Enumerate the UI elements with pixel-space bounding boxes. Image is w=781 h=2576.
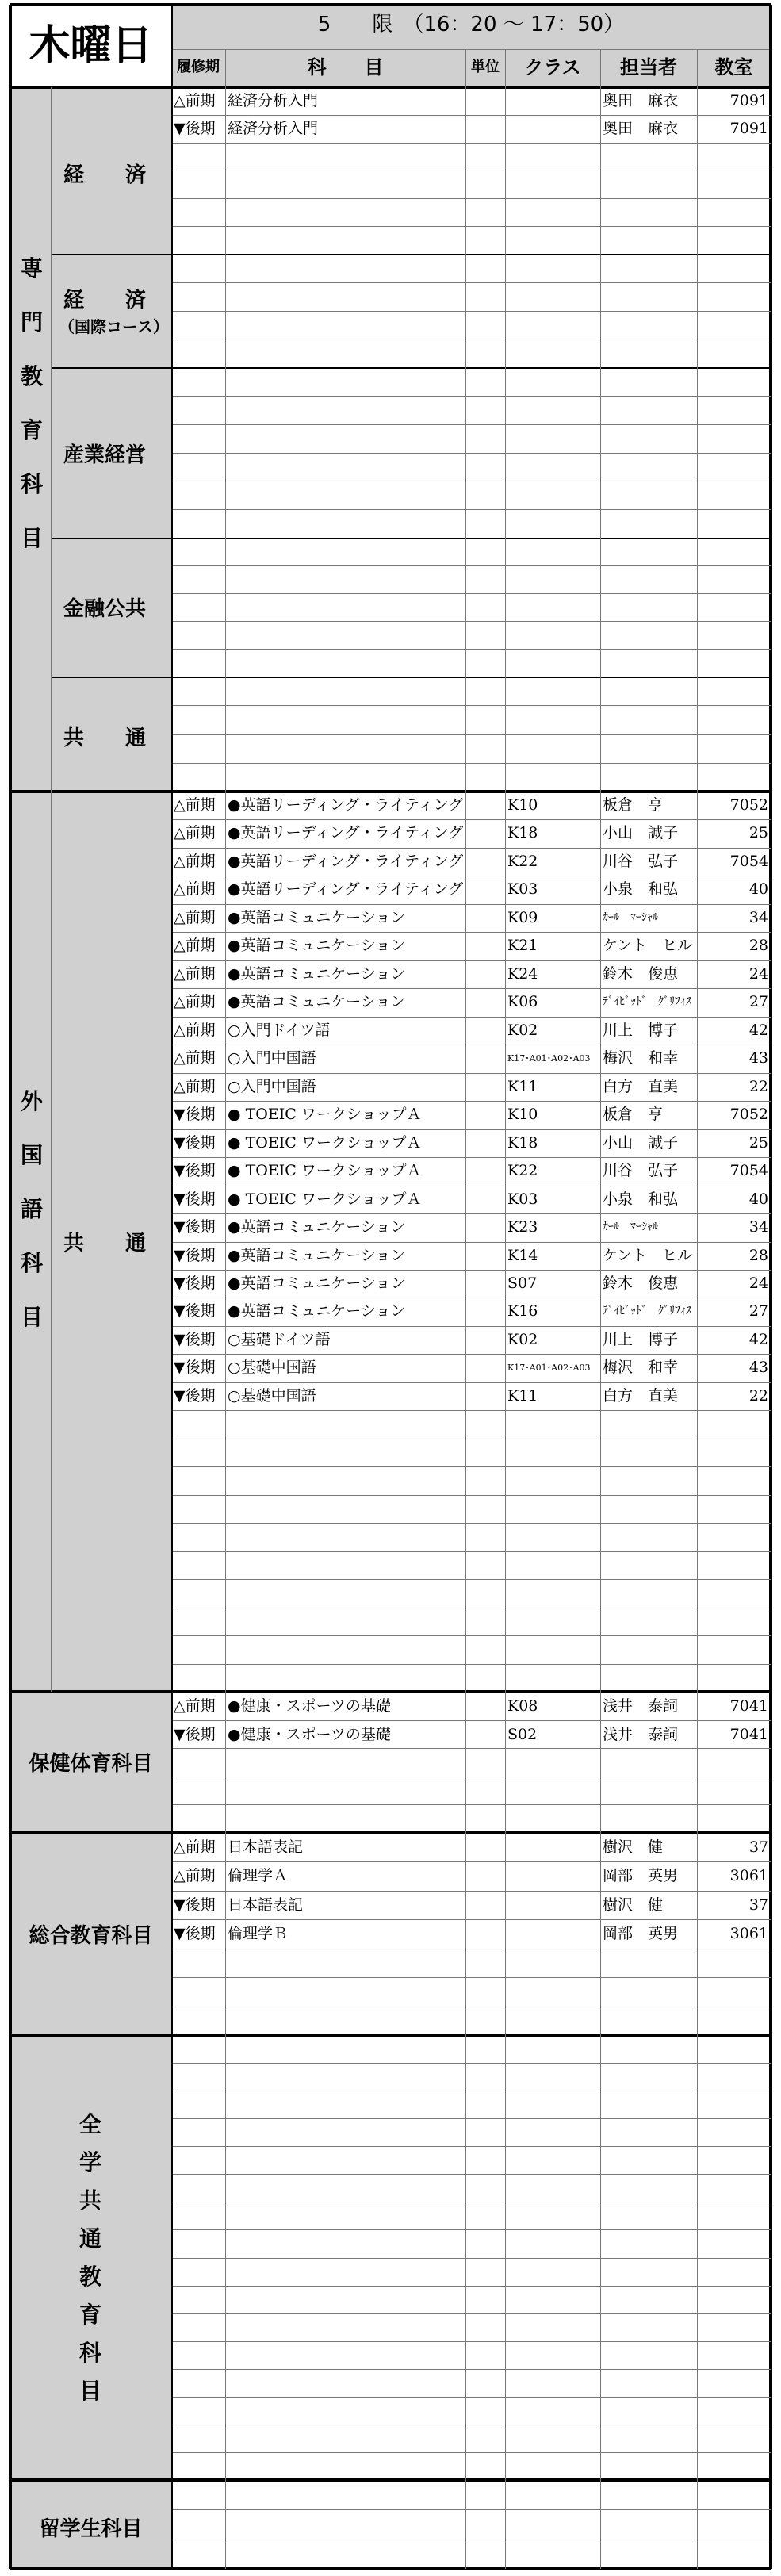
cell-class bbox=[507, 1919, 598, 1948]
cell-term: ▼後期 bbox=[174, 1218, 216, 1236]
cell-subject: ● TOEIC ワークショップＡ bbox=[228, 1190, 422, 1208]
row-line bbox=[171, 1523, 771, 1524]
cell-subject: ●健康・スポーツの基礎 bbox=[228, 1697, 391, 1715]
cell-subject: 経済分析入門 bbox=[228, 120, 319, 137]
cell-units bbox=[468, 1157, 503, 1185]
cell-subject: 日本語表記 bbox=[228, 1896, 304, 1914]
cell-class: K09 bbox=[507, 909, 538, 926]
cell-term: △前期 bbox=[174, 1049, 216, 1067]
cell-class: K10 bbox=[507, 796, 538, 814]
row-line bbox=[171, 621, 771, 622]
category-label-senmon: 専 門 教 育 科 目 bbox=[20, 255, 43, 551]
column-line bbox=[225, 2480, 226, 2569]
section-border bbox=[10, 2478, 771, 2482]
row-line bbox=[171, 1551, 771, 1552]
subsection-border bbox=[51, 538, 771, 539]
cell-teacher: ケント ヒル bbox=[603, 937, 693, 954]
category-label-sogo: 総合教育科目 bbox=[29, 1924, 153, 1948]
subcategory-sangyo: 産業経営 bbox=[63, 443, 147, 467]
cell-units bbox=[468, 1242, 503, 1270]
column-line bbox=[465, 538, 466, 677]
column-line bbox=[465, 49, 466, 87]
row-line bbox=[171, 1664, 771, 1665]
cell-teacher: 小泉 和弘 bbox=[603, 880, 679, 898]
cell-class: K23 bbox=[507, 1218, 538, 1236]
cell-term: △前期 bbox=[174, 1867, 216, 1884]
cell-room: 43 bbox=[748, 1049, 768, 1067]
cell-room: 3061 bbox=[729, 1925, 768, 1942]
cell-room: 7052 bbox=[729, 796, 768, 814]
column-line bbox=[697, 49, 698, 87]
divider-category bbox=[171, 5, 173, 2569]
cell-class: K16 bbox=[507, 1302, 538, 1320]
cell-term: △前期 bbox=[174, 1838, 216, 1856]
row-line bbox=[171, 2146, 771, 2147]
cell-class bbox=[507, 1891, 598, 1919]
row-line bbox=[171, 143, 771, 144]
cell-subject: 経済分析入門 bbox=[228, 92, 319, 109]
column-line bbox=[505, 1833, 506, 2035]
column-line bbox=[600, 1692, 601, 1833]
divider-subcategory-gaikokugo bbox=[51, 792, 52, 1692]
cell-term: ▼後期 bbox=[174, 1925, 216, 1942]
cell-room: 40 bbox=[748, 1190, 768, 1208]
cell-room: 34 bbox=[748, 909, 768, 926]
cell-room: 7041 bbox=[729, 1726, 768, 1743]
cell-term: △前期 bbox=[174, 965, 216, 983]
column-line bbox=[225, 1833, 226, 2035]
row-line bbox=[171, 2452, 771, 2453]
subsection-border bbox=[51, 677, 771, 678]
cell-room: 27 bbox=[748, 1302, 768, 1320]
cell-room: 43 bbox=[748, 1359, 768, 1376]
cell-room: 7041 bbox=[729, 1697, 768, 1715]
cell-term: △前期 bbox=[174, 993, 216, 1010]
cell-subject: ○基礎ドイツ語 bbox=[228, 1331, 331, 1348]
period-header: 5 限 （16：20 ～ 17：50） bbox=[317, 13, 625, 36]
cell-subject: ● TOEIC ワークショップＡ bbox=[228, 1162, 422, 1179]
row-line bbox=[171, 1410, 771, 1411]
cell-teacher: ﾃﾞｲﾋﾞｯﾄﾞ ｸﾞﾘﾌｨｽ bbox=[603, 995, 691, 1008]
row-line bbox=[171, 734, 771, 735]
cell-teacher: 小泉 和弘 bbox=[603, 1190, 679, 1208]
cell-room: 24 bbox=[748, 1275, 768, 1292]
cell-teacher: 奥田 麻衣 bbox=[603, 120, 679, 137]
cell-term: ▼後期 bbox=[174, 1359, 216, 1376]
cell-teacher: 板倉 亨 bbox=[603, 1106, 664, 1123]
cell-subject: ●健康・スポーツの基礎 bbox=[228, 1726, 391, 1743]
cell-units bbox=[468, 988, 503, 1016]
cell-subject: ○基礎中国語 bbox=[228, 1387, 316, 1405]
frame-left bbox=[9, 5, 12, 2569]
row-line bbox=[171, 453, 771, 454]
cell-term: △前期 bbox=[174, 880, 216, 898]
cell-teacher: 樹沢 健 bbox=[603, 1896, 664, 1914]
cell-teacher: 鈴木 俊恵 bbox=[603, 965, 679, 983]
cell-term: ▼後期 bbox=[174, 1162, 216, 1179]
header-divider bbox=[171, 49, 771, 50]
cell-teacher: ケント ヒル bbox=[603, 1247, 693, 1264]
row-line bbox=[171, 509, 771, 510]
cell-class: K03 bbox=[507, 880, 538, 898]
row-line bbox=[171, 1804, 771, 1805]
cell-units bbox=[468, 1833, 503, 1861]
cell-subject: ●英語リーディング・ライティング bbox=[228, 824, 463, 841]
cell-subject: ●英語コミュニケーション bbox=[228, 1218, 406, 1236]
cell-teacher: 樹沢 健 bbox=[603, 1838, 664, 1856]
cell-room: 28 bbox=[748, 937, 768, 954]
cell-units bbox=[468, 1919, 503, 1948]
cell-term: △前期 bbox=[174, 937, 216, 954]
cell-room: 7091 bbox=[729, 92, 768, 109]
cell-room: 24 bbox=[748, 965, 768, 983]
cell-units bbox=[468, 1298, 503, 1325]
cell-units bbox=[468, 1692, 503, 1720]
row-line bbox=[171, 311, 771, 312]
col-header-units: 単位 bbox=[471, 59, 500, 75]
col-header-teacher: 担当者 bbox=[620, 56, 677, 79]
column-line bbox=[697, 1833, 698, 2035]
cell-room: 28 bbox=[748, 1247, 768, 1264]
cell-units bbox=[468, 960, 503, 988]
cell-units bbox=[468, 876, 503, 903]
column-line bbox=[225, 1692, 226, 1833]
cell-units bbox=[468, 904, 503, 932]
cell-units bbox=[468, 1382, 503, 1410]
cell-class: K08 bbox=[507, 1697, 538, 1715]
column-line bbox=[600, 538, 601, 677]
row-line bbox=[171, 2369, 771, 2370]
subsection-border bbox=[51, 367, 771, 369]
subsection-border bbox=[51, 254, 771, 255]
frame-right bbox=[769, 5, 772, 2569]
subcategory-keizai-intl-note: （国際コース） bbox=[59, 317, 169, 336]
cell-units bbox=[468, 1861, 503, 1890]
cell-room: 25 bbox=[748, 1134, 768, 1152]
row-line bbox=[171, 593, 771, 594]
column-line bbox=[465, 1833, 466, 2035]
cell-subject: ●英語コミュニケーション bbox=[228, 965, 406, 983]
cell-term: △前期 bbox=[174, 796, 216, 814]
column-line bbox=[465, 2480, 466, 2569]
cell-teacher: 浅井 泰詞 bbox=[603, 1726, 679, 1743]
cell-class: K21 bbox=[507, 937, 538, 954]
cell-units bbox=[468, 819, 503, 847]
subcategory-kyotsu: 共 通 bbox=[63, 726, 147, 750]
subcategory-kinyu: 金融公共 bbox=[63, 597, 147, 621]
cell-units bbox=[468, 1101, 503, 1129]
cell-units bbox=[468, 1045, 503, 1072]
cell-teacher: 浅井 泰詞 bbox=[603, 1697, 679, 1715]
category-label-ryugakusei: 留学生科目 bbox=[39, 2517, 143, 2541]
cell-class: S02 bbox=[507, 1726, 538, 1743]
cell-term: △前期 bbox=[174, 1697, 216, 1715]
cell-subject: ●英語リーディング・ライティング bbox=[228, 880, 463, 898]
cell-teacher: ｶｰﾙ ﾏｰｼｬﾙ bbox=[603, 911, 658, 924]
cell-units bbox=[468, 932, 503, 960]
row-line bbox=[171, 2229, 771, 2230]
cell-room: 40 bbox=[748, 880, 768, 898]
category-label-zengaku: 全 学 共 通 教 育 科 目 bbox=[78, 2111, 101, 2404]
cell-units bbox=[468, 1073, 503, 1101]
cell-room: 22 bbox=[748, 1078, 768, 1095]
cell-subject: ●英語コミュニケーション bbox=[228, 1275, 406, 1292]
cell-class: K18 bbox=[507, 1134, 538, 1152]
row-line bbox=[171, 2118, 771, 2119]
column-line bbox=[697, 538, 698, 677]
cell-units bbox=[468, 87, 503, 115]
col-header-room: 教室 bbox=[714, 56, 753, 79]
row-line bbox=[171, 2174, 771, 2175]
cell-teacher: ﾃﾞｲﾋﾞｯﾄﾞ ｸﾞﾘﾌｨｽ bbox=[603, 1305, 691, 1317]
cell-class: K02 bbox=[507, 1331, 538, 1348]
cell-room: 34 bbox=[748, 1218, 768, 1236]
cell-teacher: 岡部 英男 bbox=[603, 1925, 679, 1942]
cell-term: △前期 bbox=[174, 909, 216, 926]
cell-subject: ●英語リーディング・ライティング bbox=[228, 853, 463, 870]
cell-units bbox=[468, 1186, 503, 1213]
section-border bbox=[10, 2034, 771, 2037]
cell-class bbox=[507, 115, 598, 143]
column-line bbox=[505, 1692, 506, 1833]
cell-subject: ●英語コミュニケーション bbox=[228, 993, 406, 1010]
cell-subject: ●英語コミュニケーション bbox=[228, 1247, 406, 1264]
cell-term: △前期 bbox=[174, 1078, 216, 1095]
row-line bbox=[171, 1495, 771, 1496]
cell-room: 42 bbox=[748, 1022, 768, 1039]
cell-term: ▼後期 bbox=[174, 1331, 216, 1348]
cell-class: K11 bbox=[507, 1078, 538, 1095]
column-line bbox=[225, 49, 226, 87]
column-line bbox=[505, 538, 506, 677]
row-line bbox=[171, 2509, 771, 2510]
column-line bbox=[505, 2480, 506, 2569]
row-line bbox=[171, 424, 771, 425]
cell-units bbox=[468, 1129, 503, 1157]
cell-subject: ●英語コミュニケーション bbox=[228, 1302, 406, 1320]
cell-units bbox=[468, 1270, 503, 1298]
cell-subject: ○基礎中国語 bbox=[228, 1359, 316, 1376]
row-line bbox=[171, 705, 771, 706]
column-line bbox=[697, 2480, 698, 2569]
category-label-hoken: 保健体育科目 bbox=[29, 1752, 153, 1776]
cell-class bbox=[507, 87, 598, 115]
column-line bbox=[600, 49, 601, 87]
col-header-subject: 科 目 bbox=[307, 56, 384, 79]
column-line bbox=[225, 538, 226, 677]
cell-class: K17･A01･A02･A03 bbox=[507, 1363, 591, 1373]
cell-teacher: 白方 直美 bbox=[603, 1078, 679, 1095]
column-line bbox=[505, 49, 506, 87]
row-line bbox=[171, 396, 771, 397]
cell-term: ▼後期 bbox=[174, 1106, 216, 1123]
category-label-gaikokugo: 外 国 語 科 目 bbox=[20, 1088, 43, 1330]
cell-room: 7054 bbox=[729, 853, 768, 870]
row-line bbox=[171, 282, 771, 283]
cell-class: K22 bbox=[507, 1162, 538, 1179]
cell-units bbox=[468, 1326, 503, 1354]
cell-subject: ○入門中国語 bbox=[228, 1078, 316, 1095]
cell-room: 37 bbox=[748, 1838, 768, 1856]
cell-teacher: 小山 誠子 bbox=[603, 1134, 679, 1152]
cell-class: K24 bbox=[507, 965, 538, 983]
cell-room: 7054 bbox=[729, 1162, 768, 1179]
cell-class: K02 bbox=[507, 1022, 538, 1039]
cell-term: △前期 bbox=[174, 853, 216, 870]
cell-teacher: 梅沢 和幸 bbox=[603, 1359, 679, 1376]
cell-room: 7052 bbox=[729, 1106, 768, 1123]
cell-room: 3061 bbox=[729, 1867, 768, 1884]
cell-subject: 倫理学Ｂ bbox=[228, 1925, 289, 1942]
row-line bbox=[171, 1977, 771, 1978]
cell-class: K18 bbox=[507, 824, 538, 841]
cell-term: ▼後期 bbox=[174, 1302, 216, 1320]
cell-class: K17･A01･A02･A03 bbox=[507, 1053, 591, 1064]
cell-teacher: 板倉 亨 bbox=[603, 796, 664, 814]
cell-room: 42 bbox=[748, 1331, 768, 1348]
divider-subcategory-senmon bbox=[51, 87, 52, 792]
cell-subject: ○入門中国語 bbox=[228, 1049, 316, 1067]
subcategory-gaikokugo-kyotsu: 共 通 bbox=[63, 1232, 147, 1255]
row-line bbox=[171, 2286, 771, 2287]
row-line bbox=[171, 198, 771, 199]
cell-room: 25 bbox=[748, 824, 768, 841]
row-line bbox=[171, 1466, 771, 1467]
cell-term: △前期 bbox=[174, 1022, 216, 1039]
cell-room: 37 bbox=[748, 1896, 768, 1914]
cell-teacher: 川上 博子 bbox=[603, 1022, 679, 1039]
cell-class: S07 bbox=[507, 1275, 538, 1292]
cell-term: ▼後期 bbox=[174, 1726, 216, 1743]
row-line bbox=[171, 2063, 771, 2064]
cell-teacher: 川上 博子 bbox=[603, 1331, 679, 1348]
cell-units bbox=[468, 792, 503, 819]
cell-teacher: 小山 誠子 bbox=[603, 824, 679, 841]
row-line bbox=[171, 649, 771, 650]
cell-class: K22 bbox=[507, 853, 538, 870]
cell-term: ▼後期 bbox=[174, 1387, 216, 1405]
cell-class: K06 bbox=[507, 993, 538, 1010]
subcategory-keizai-intl: 経 済 bbox=[63, 289, 147, 312]
column-line bbox=[600, 1833, 601, 2035]
cell-term: △前期 bbox=[174, 824, 216, 841]
cell-subject: ●英語コミュニケーション bbox=[228, 909, 406, 926]
col-header-class: クラス bbox=[524, 56, 581, 79]
cell-term: △前期 bbox=[174, 92, 216, 109]
day-title: 木曜日 bbox=[29, 22, 153, 70]
cell-subject: 倫理学Ａ bbox=[228, 1867, 289, 1884]
cell-class: K14 bbox=[507, 1247, 538, 1264]
cell-class bbox=[507, 1833, 598, 1861]
cell-term: ▼後期 bbox=[174, 1247, 216, 1264]
cell-room: 27 bbox=[748, 993, 768, 1010]
section-border bbox=[10, 2567, 771, 2570]
cell-class: K10 bbox=[507, 1106, 538, 1123]
row-line bbox=[171, 2397, 771, 2398]
cell-units bbox=[468, 1891, 503, 1919]
cell-units bbox=[468, 1354, 503, 1382]
column-line bbox=[600, 2480, 601, 2569]
cell-units bbox=[468, 1720, 503, 1749]
cell-teacher: ｶｰﾙ ﾏｰｼｬﾙ bbox=[603, 1221, 658, 1233]
cell-teacher: 岡部 英男 bbox=[603, 1867, 679, 1884]
cell-teacher: 川谷 弘子 bbox=[603, 1162, 679, 1179]
cell-subject: ●英語リーディング・ライティング bbox=[228, 796, 463, 814]
column-line bbox=[697, 1692, 698, 1833]
cell-subject: ○入門ドイツ語 bbox=[228, 1022, 331, 1039]
cell-class: K03 bbox=[507, 1190, 538, 1208]
cell-subject: ●英語コミュニケーション bbox=[228, 937, 406, 954]
cell-class bbox=[507, 1861, 598, 1890]
cell-class: K11 bbox=[507, 1387, 538, 1405]
cell-units bbox=[468, 1213, 503, 1241]
cell-units bbox=[468, 1017, 503, 1045]
cell-room: 22 bbox=[748, 1387, 768, 1405]
section-border bbox=[10, 3, 771, 6]
row-line bbox=[171, 1579, 771, 1580]
cell-teacher: 鈴木 俊恵 bbox=[603, 1275, 679, 1292]
cell-term: ▼後期 bbox=[174, 120, 216, 137]
row-line bbox=[171, 763, 771, 764]
cell-subject: ● TOEIC ワークショップＡ bbox=[228, 1134, 422, 1152]
cell-term: ▼後期 bbox=[174, 1134, 216, 1152]
column-line bbox=[465, 1692, 466, 1833]
cell-room: 7091 bbox=[729, 120, 768, 137]
row-line bbox=[171, 2313, 771, 2314]
row-line bbox=[171, 226, 771, 227]
row-line bbox=[171, 565, 771, 566]
cell-teacher: 川谷 弘子 bbox=[603, 853, 679, 870]
cell-teacher: 奥田 麻衣 bbox=[603, 92, 679, 109]
cell-units bbox=[468, 848, 503, 876]
cell-term: ▼後期 bbox=[174, 1190, 216, 1208]
cell-teacher: 白方 直美 bbox=[603, 1387, 679, 1405]
col-header-term: 履修期 bbox=[177, 59, 220, 75]
cell-subject: ● TOEIC ワークショップＡ bbox=[228, 1106, 422, 1123]
cell-units bbox=[468, 115, 503, 143]
cell-subject: 日本語表記 bbox=[228, 1838, 304, 1856]
row-line bbox=[171, 1635, 771, 1636]
cell-term: ▼後期 bbox=[174, 1275, 216, 1292]
subcategory-keizai: 経 済 bbox=[63, 163, 147, 187]
cell-teacher: 梅沢 和幸 bbox=[603, 1049, 679, 1067]
row-line bbox=[171, 2341, 771, 2342]
cell-term: ▼後期 bbox=[174, 1896, 216, 1914]
row-line bbox=[171, 2258, 771, 2259]
